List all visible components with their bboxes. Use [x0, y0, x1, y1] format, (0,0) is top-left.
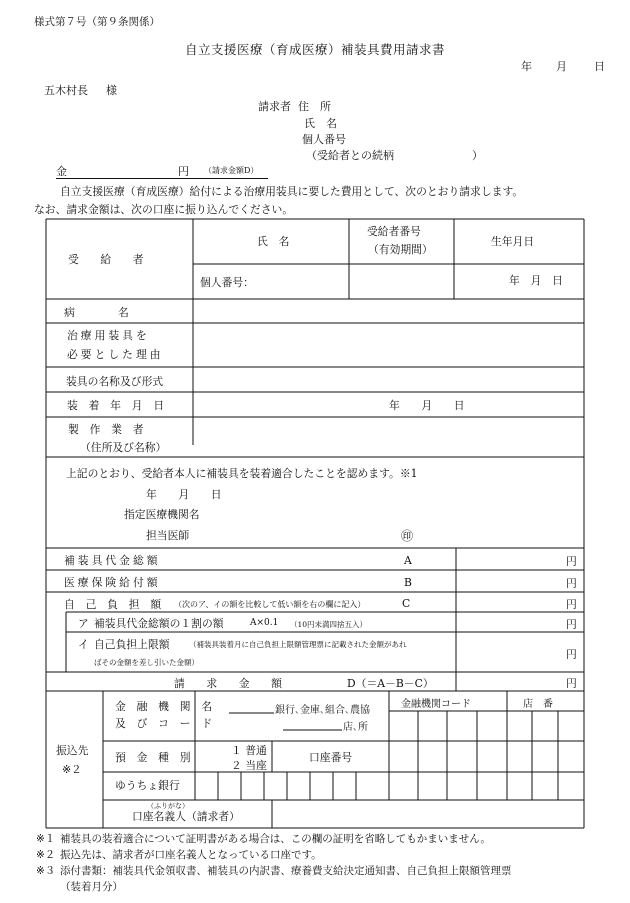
note-1 [36, 831, 491, 846]
disease-label: 病 名 [64, 306, 129, 319]
option-i-mark: イ [78, 638, 89, 651]
device-name-label: 装具の名称及び形式 [66, 375, 164, 388]
yucho-label: ゆうちょ銀行 [115, 779, 180, 792]
insurance-amount-yen: 円 [566, 577, 577, 590]
note-1-mark: ※１ [36, 833, 56, 845]
mynumber-label: 個人番号： [200, 276, 254, 289]
col-number-header-2: （有効期間） [368, 243, 433, 256]
claim-amount-line [56, 163, 268, 179]
requester-mynumber-label: 個人番号 [302, 133, 346, 146]
deposit-type-label: 預 金 種 別 [115, 751, 191, 764]
maker-label-1: 製 作 業 者 [68, 423, 144, 436]
option-a-yen: 円 [566, 618, 577, 631]
requester-label: 請求者 [258, 100, 291, 113]
birth-ymd-label: 年 月 日 [509, 274, 563, 287]
institution-types: 銀行､金庫､組合､農協 [275, 705, 370, 716]
note-2 [36, 847, 322, 862]
certification-ymd: 年 月 日 [146, 488, 222, 501]
deposit-option-2: ２ 当座 [231, 759, 267, 772]
note-3-mark: ※３ [36, 865, 56, 877]
option-i-note-1: （補装具装着月に自己負担上限額管理票に記載された金額があれ [189, 640, 407, 649]
insurance-amount-label: 医療保険給付額 [64, 576, 161, 589]
holder-ruby: （ふりがな） [147, 802, 189, 810]
col-name-header: 氏 名 [257, 235, 290, 248]
account-number-label: 口座番号 [309, 751, 353, 764]
note-1-text: 補装具の装着適合について証明書がある場合は、この欄の証明を省略してもかまいません。 [60, 833, 491, 845]
total-amount-letter: A [404, 554, 412, 567]
amount-note: （請求金額D） [204, 166, 259, 175]
date-day-label: 日 [594, 60, 605, 73]
amount-yen: 円 [178, 165, 189, 178]
date-year-label: 年 [521, 60, 532, 73]
addressee-honorific: 様 [106, 84, 117, 97]
claim-amount-formula: D（＝A－B－C） [347, 677, 434, 690]
certification-text: 上記のとおり、受給者本人に補装具を装着適合したことを認めます。※1 [66, 467, 418, 480]
total-amount-yen: 円 [566, 555, 577, 568]
option-a-mark: ア [78, 617, 89, 630]
note-4-text: （装着月分） [60, 881, 123, 893]
col-birth-header: 生年月日 [491, 235, 535, 248]
seal-mark: ㊞ [401, 529, 414, 543]
requester-address-label: 住 所 [298, 100, 331, 113]
option-i-label: 自己負担上限額 [94, 638, 170, 651]
institution-code-header: 金融機関コード [401, 699, 471, 710]
total-amount-label: 補装具代金総額 [64, 554, 161, 567]
claim-amount-label: 請 求 金 額 [174, 677, 282, 690]
addressee-name: 五木村長 [44, 84, 88, 97]
reason-label-1: 治療用装具を [67, 329, 150, 342]
option-a-label: 補装具代金総額の１割の額 [94, 617, 224, 630]
requester-address-row [258, 98, 331, 114]
amount-kin: 金 [56, 165, 67, 178]
branch-number-header: 店 番 [523, 699, 553, 710]
certification-institution-label: 指定医療機関名 [124, 508, 200, 521]
insurance-amount-letter: B [404, 576, 412, 589]
requester-relation-close: ） [472, 149, 483, 162]
maker-label-2: （住所及び名称） [80, 441, 167, 454]
recipient-label: 受 給 者 [68, 253, 144, 266]
self-pay-label: 自 己 負 担 額 [64, 598, 162, 611]
page-title: 自立支援医療（育成医療）補装具費用請求書 [184, 42, 445, 57]
transfer-label: 振込先 [56, 744, 89, 757]
addressee [44, 82, 117, 98]
note-2-text: 振込先は、請求者が口座名義人となっている口座です。 [60, 849, 322, 861]
self-pay-yen: 円 [566, 598, 577, 611]
option-i-note-2: ばその金額を差し引いた金額） [94, 658, 199, 667]
date-month-label: 月 [556, 60, 567, 73]
option-a-note: （10円未満四捨五入） [290, 620, 368, 629]
form-number: 様式第７号（第９条関係） [34, 16, 160, 28]
option-a-formula: A×0.1 [250, 618, 279, 628]
note-3 [36, 863, 512, 878]
requester-relation-label: （受給者との続柄 [306, 149, 394, 162]
wear-date-label: 装 着 年 月 日 [67, 399, 165, 412]
self-pay-letter: C [402, 597, 411, 610]
intro-line-2: なお、請求金額は、次の口座に振り込んでください。 [34, 203, 294, 216]
note-2-mark: ※２ [36, 849, 56, 861]
institution-label-2: 及 び コ ー ド [115, 717, 213, 730]
wear-ymd-label: 年 月 日 [389, 399, 465, 412]
requester-name-label: 氏 名 [304, 117, 337, 130]
deposit-option-1: １ 普通 [231, 744, 267, 757]
claim-amount-yen: 円 [566, 677, 577, 690]
certification-doctor-label: 担当医師 [146, 529, 190, 542]
institution-label-1: 金 融 機 関 名 [115, 700, 213, 713]
holder-label: 口座名義人（請求者） [132, 810, 240, 823]
option-i-yen: 円 [566, 648, 577, 661]
note-3-continued [36, 879, 123, 894]
note-3-text: 添付書類：補装具代金領収書、補装具の内訳書、療養費支給決定通知書、自己負担上限額管理票 [60, 865, 512, 877]
col-number-header-1: 受給者番号 [367, 225, 421, 238]
reason-label-2: 必要とした理由 [67, 348, 164, 361]
self-pay-note: （次のア、イの額を比較して低い額を右の欄に記入） [174, 600, 366, 609]
intro-line-1: 自立支援医療（育成医療）給付による治療用装具に要した費用として、次のとおり請求します。 [60, 185, 524, 198]
branch-types: 店､所 [343, 722, 368, 733]
transfer-note: ※２ [62, 763, 82, 776]
